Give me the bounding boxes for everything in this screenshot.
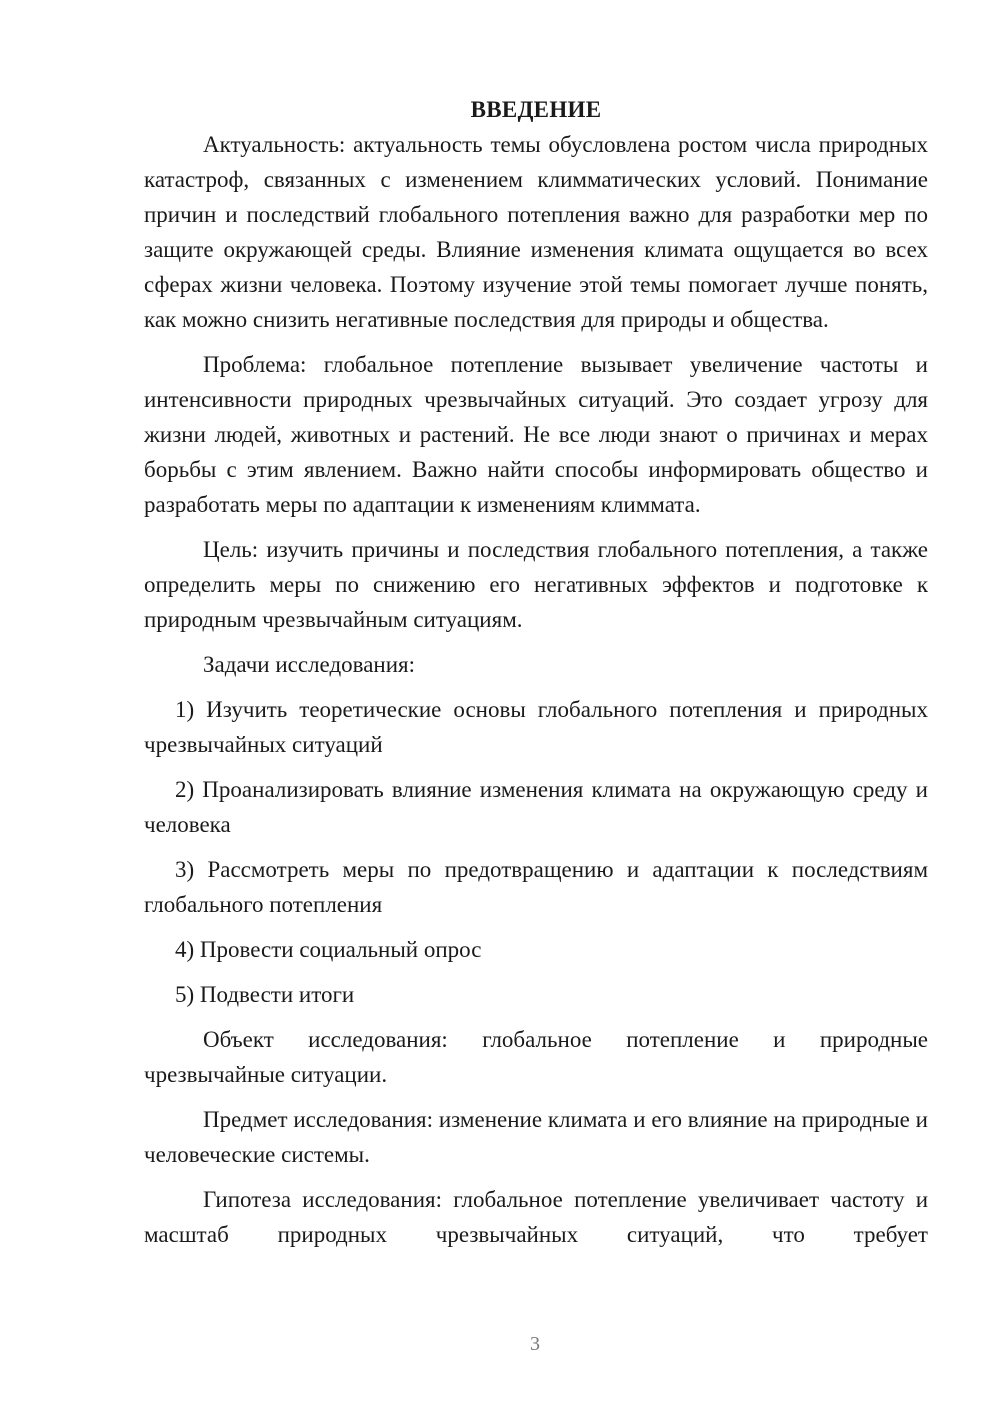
paragraph-goal: Цель: изучить причины и последствия глобального потепления, а также определить меры по снижению его негативных эффектов и подготовке к природным чрезвычайным ситуациям.	[144, 537, 928, 632]
task-item-5: 5) Подвести итоги	[175, 982, 355, 1007]
paragraph-object: Объект исследования: глобальное потепление и природные чрезвычайные ситуации.	[144, 1027, 928, 1087]
paragraph-hypothesis: Гипотеза исследования: глобальное потепление увеличивает частоту и масштаб природных чрезвычайных ситуаций, что требует	[144, 1187, 928, 1247]
task-item-3: 3) Рассмотреть меры по предотвращению и адаптации к последствиям глобального потепления	[144, 857, 928, 917]
task-item-1: 1) Изучить теоретические основы глобального потепления и природных чрезвычайных ситуаций	[144, 697, 928, 757]
paragraph-subject: Предмет исследования: изменение климата и его влияние на природные и человеческие системы.	[144, 1107, 928, 1167]
paragraph-problem: Проблема: глобальное потепление вызывает увеличение частоты и интенсивности природных чрезвычайных ситуаций. Это создает угрозу для жизни людей, животных и растений. Не все люди знают о причинах и мерах борьбы с этим явлением. Важно найти способы информировать общество и разработать меры по адаптации к изменениям климмата.	[144, 352, 928, 517]
task-item-4: 4) Провести социальный опрос	[175, 937, 482, 962]
paragraph-relevance: Актуальность: актуальность темы обусловлена ростом числа природных катастроф, связанных с изменением климматических условий. Понимание причин и последствий глобального потепления важно для разработки мер по защите окружающей среды. Влияние изменения климата ощущается во всех сферах жизни человека. Поэтому изучение этой темы помогает лучше понять, как можно снизить негативные последствия для природы и общества.	[144, 132, 928, 332]
task-item-2: 2) Проанализировать влияние изменения климата на окружающую среду и человека	[144, 777, 928, 837]
page-title: ВВЕДЕНИЕ	[470, 97, 602, 122]
document-page	[144, 92, 928, 1252]
page-number: 3	[530, 1333, 540, 1355]
paragraph-tasks-heading: Задачи исследования:	[203, 652, 416, 677]
